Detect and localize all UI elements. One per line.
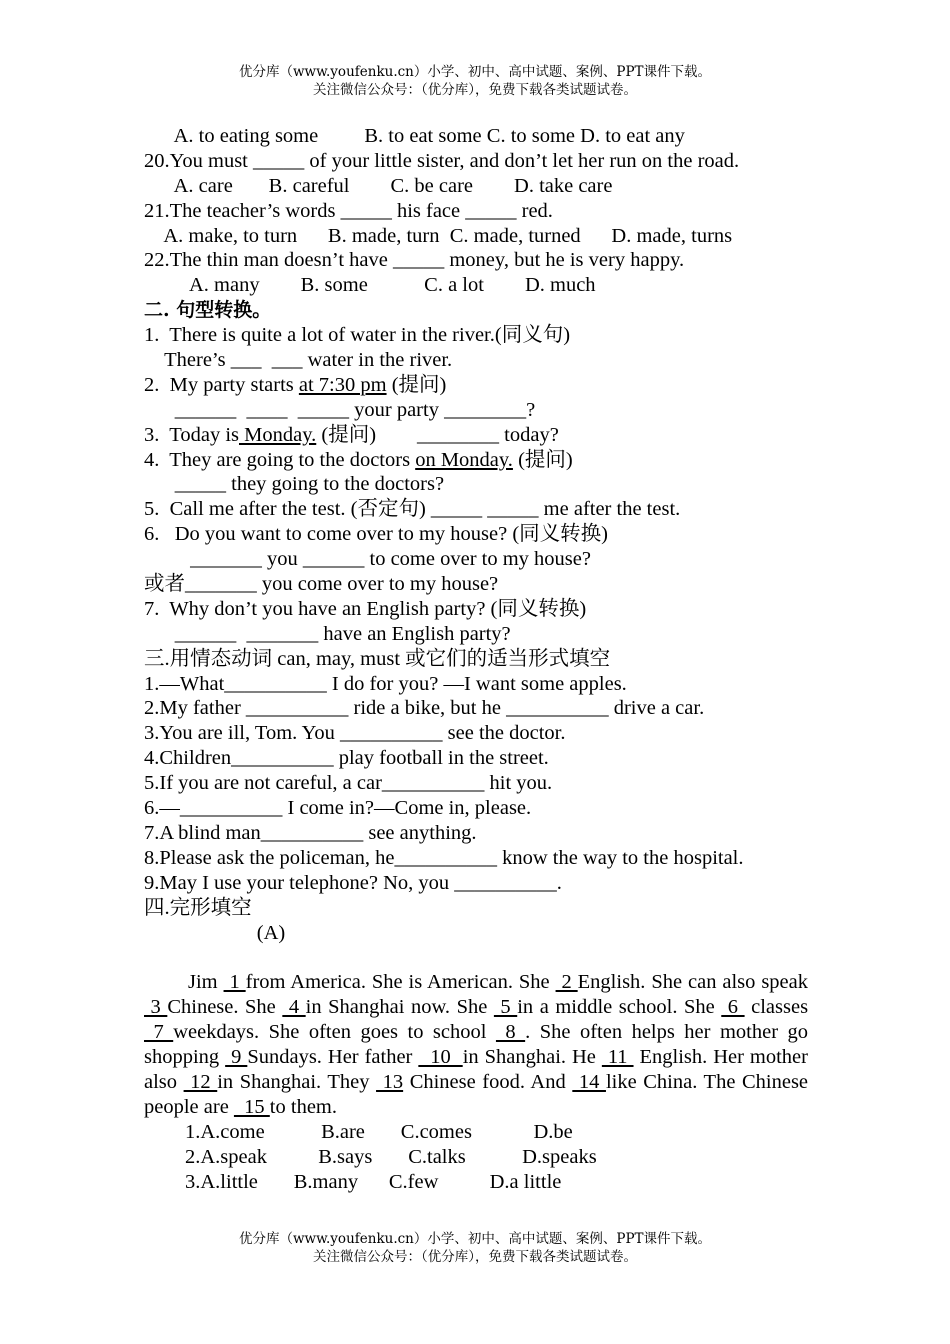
cloze-blank: 4: [282, 996, 306, 1019]
worksheet-content: [144, 124, 808, 1194]
passage-text: to them.: [269, 1095, 337, 1118]
s2-item-6-answer-1: _______ you ______ to come over to my house?: [144, 548, 591, 571]
s2-item-6-answer-2: 或者_______ you come over to my house?: [144, 573, 499, 596]
s2-item-2: [144, 373, 808, 398]
s3-item: 2.My father __________ ride a bike, but he __________ drive a car.: [144, 697, 705, 720]
s2-item-3-hint: (提问) ________ today?: [316, 423, 559, 446]
section-2-title: 二. 句型转换。: [144, 299, 272, 322]
header-line-2: 关注微信公众号：（优分库），免费下载各类试题试卷。: [313, 82, 637, 98]
cloze-blank: 14: [572, 1070, 606, 1093]
cloze-blank: 1: [223, 971, 246, 994]
s4-options: 3.A.little B.many C.few D.a little: [144, 1170, 562, 1193]
s2-item-1: 1. There is quite a lot of water in the river.(同义句): [144, 324, 571, 347]
footer-line-2: 关注微信公众号：（优分库），免费下载各类试题试卷。: [313, 1249, 637, 1265]
passage-text: in a middle school. She: [517, 996, 722, 1019]
section-4-title: 四.完形填空: [144, 896, 252, 919]
q21: 21.The teacher’s words _____ his face _____ red.: [144, 199, 553, 222]
q22: 22.The thin man doesn’t have _____ money, but he is very happy.: [144, 249, 685, 272]
cloze-blank: 15: [233, 1095, 270, 1118]
passage-text: like China. The Chinese people are: [144, 1070, 809, 1118]
s4-options: 1.A.come B.are C.comes D.be: [144, 1120, 573, 1143]
passage-text: weekdays. She often goes to school: [173, 1021, 496, 1044]
q19-options: A. to eating some B. to eat some C. to some D. to eat any: [144, 125, 685, 147]
passage-text: Chinese food. And: [403, 1070, 573, 1093]
passage-text: in Shanghai now. She: [305, 996, 494, 1019]
s3-item: 8.Please ask the policeman, he__________ know the way to the hospital.: [144, 846, 744, 869]
s3-item: 3.You are ill, Tom. You __________ see the doctor.: [144, 722, 566, 745]
s3-item: 7.A blind man__________ see anything.: [144, 821, 477, 844]
s2-item-2-underlined: at 7:30 pm: [298, 373, 387, 396]
s2-item-3-text: 3. Today is: [144, 423, 239, 446]
cloze-blank: 12: [183, 1070, 218, 1093]
footer-line-1: 优分库（www.youfenku.cn）小学、初中、高中试题、案例、PPT课件下载。: [238, 1231, 712, 1247]
s3-item: 4.Children__________ play football in the street.: [144, 747, 549, 770]
q22-options: A. many B. some C. a lot D. much: [144, 274, 596, 297]
cloze-blank: 6: [721, 996, 745, 1019]
s3-item: 1.—What__________ I do for you? —I want some apples.: [144, 672, 627, 695]
page-header: [0, 63, 950, 99]
s2-item-1-answer: There’s ___ ___ water in the river.: [144, 349, 453, 372]
s2-item-3: [144, 423, 808, 448]
passage-text: in Shanghai. He: [462, 1046, 602, 1068]
s2-item-7-answer: ______ _______ have an English party?: [144, 622, 511, 645]
passage-text: classes: [744, 996, 809, 1019]
cloze-blank: 8: [495, 1021, 526, 1044]
cloze-blank: 2: [555, 971, 578, 994]
s2-item-4-answer: _____ they going to the doctors?: [144, 473, 445, 496]
passage-text: from America. She is American. She: [245, 971, 556, 994]
cloze-blank: 5: [493, 996, 518, 1019]
passage-text: Sundays. Her father: [247, 1046, 419, 1068]
s3-item: 9.May I use your telephone? No, you __________.: [144, 871, 562, 894]
section-3-title: 三.用情态动词 can, may, must 或它们的适当形式填空: [144, 647, 611, 670]
q20-options: A. care B. careful C. be care D. take care: [144, 174, 613, 197]
section-4-subtitle: (A): [144, 921, 286, 944]
s4-options: 2.A.speak B.says C.talks D.speaks: [144, 1145, 597, 1168]
cloze-blank: 13: [376, 1070, 404, 1093]
s2-item-4: [144, 448, 808, 473]
s2-item-4-text: 4. They are going to the doctors: [144, 448, 416, 471]
s2-item-7: 7. Why don’t you have an English party? (同义转换): [144, 597, 587, 620]
cloze-blank: 7: [144, 1021, 174, 1044]
s2-item-4-underlined: on Monday.: [415, 448, 513, 471]
passage-text: English. Her mother also: [144, 1046, 808, 1093]
passage-text: Chinese. She: [167, 996, 283, 1019]
cloze-blank: 11: [601, 1046, 634, 1068]
passage-text: English. She can also speak: [577, 971, 808, 994]
passage-text: Jim: [188, 971, 224, 994]
s2-item-6: 6. Do you want to come over to my house? (同义转换): [144, 523, 609, 546]
passage-text: in Shanghai. They: [217, 1070, 377, 1093]
s2-item-2-hint: (提问): [386, 373, 447, 396]
header-line-1: 优分库（www.youfenku.cn）小学、初中、高中试题、案例、PPT课件下载。: [238, 64, 712, 80]
cloze-blank: 10: [418, 1046, 463, 1068]
s2-item-3-underlined: Monday.: [239, 423, 317, 446]
cloze-blank: 9: [225, 1046, 248, 1068]
s3-item: 5.If you are not careful, a car__________ hit you.: [144, 772, 553, 795]
blank-line: [144, 945, 808, 970]
page-footer: [0, 1230, 950, 1266]
s3-item: 6.—__________ I come in?—Come in, please.: [144, 797, 532, 820]
q21-options: A. make, to turn B. made, turn C. made, turned D. made, turns: [144, 224, 733, 247]
s2-item-2-text: 2. My party starts: [144, 373, 299, 396]
passage-text: . She often helps her mother go shopping: [144, 1021, 809, 1068]
cloze-blank: 3: [144, 996, 168, 1019]
s2-item-5: 5. Call me after the test. (否定句) _____ _____ me after the test.: [144, 498, 681, 521]
cloze-passage: [144, 970, 808, 1119]
s2-item-4-hint: (提问): [512, 448, 573, 471]
s2-item-2-answer: ______ ____ _____ your party ________?: [144, 398, 536, 421]
q20: 20.You must _____ of your little sister, and don’t let her run on the road.: [144, 149, 740, 172]
